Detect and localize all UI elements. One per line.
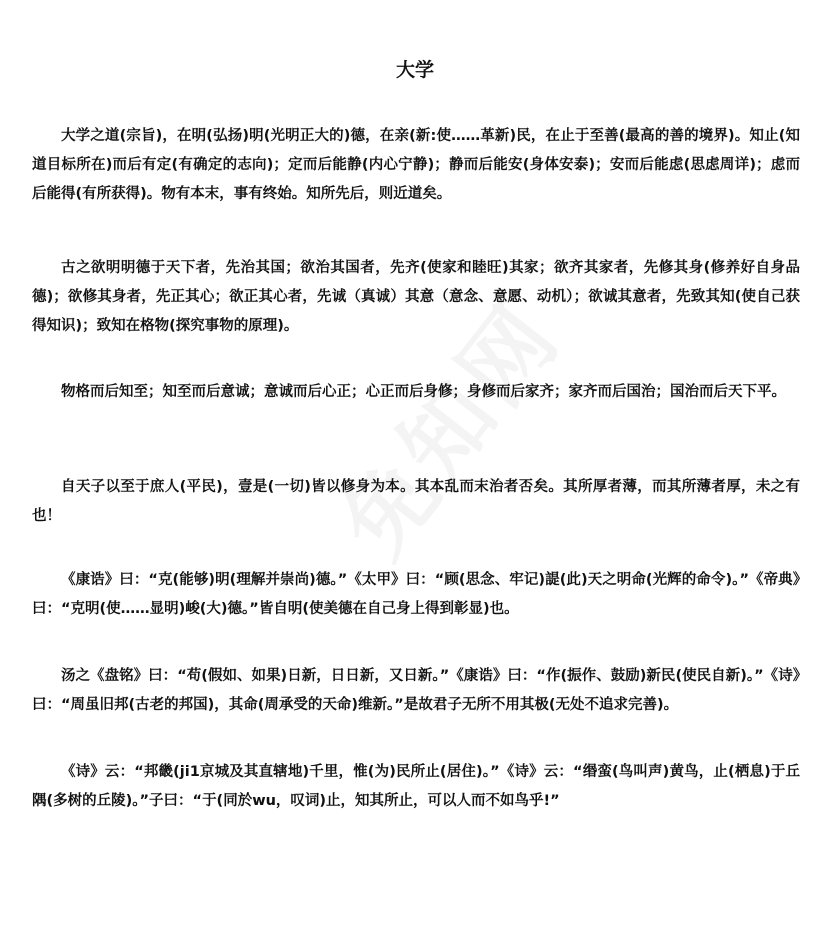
page-title: 大学 [395,59,434,81]
paragraph-5: 《康诰》曰：“克(能够)明(理解并崇尚)德。”《太甲》曰：“顾(思念、牢记)諟(此)天之明命(光辉的命令)。”《帝典》曰：“克明(使……显明)峻(大)德。”皆自明(使美德在自己身上得到彰显)也。 [32,572,800,617]
paragraph-2: 古之欲明明德于天下者，先治其国；欲治其国者，先齐(使家和睦旺)其家；欲齐其家者，先修其身(修养好自身品德)；欲修其身者，先正其心；欲正其心者，先诚（真诚）其意（意念、意愿、动机）；欲诚其意者，先致其知(使自己获得知识)；致知在格物(探究事物的原理)。 [32,260,800,334]
paragraph-4: 自天子以至于庶人(平民)，壹是(一切)皆以修身为本。其本乱而末治者否矣。其所厚者薄，而其所薄者厚，未之有也！ [32,479,800,524]
paragraph-1: 大学之道(宗旨)，在明(弘扬)明(光明正大的)德，在亲(新:使……革新)民，在止于至善(最高的善的境界)。知止(知道目标所在)而后有定(有确定的志向)；定而后能静(内心宁静)；静而后能安(身体安泰)；安而后能虑(思虑周详)；虑而后能得(有所获得)。物有本末，事有终始。知所先后，则近道矣。 [32,128,800,202]
paragraph-6: 汤之《盘铭》曰：“苟(假如、如果)日新，日日新，又日新。”《康诰》曰：“作(振作、鼓励)新民(使民自新)。”《诗》曰：“周虽旧邦(古老的邦国)，其命(周承受的天命)维新。”是故君子无所不用其极(无处不追求完善)。 [32,668,800,713]
paragraph-3: 物格而后知至；知至而后意诚；意诚而后心正；心正而后身修；身修而后家齐；家齐而后国治；国治而后天下平。 [61,384,786,400]
paragraph-7: 《诗》云：“邦畿(ji1京城及其直辖地)千里，惟(为)民所止(居住)。”《诗》云：“缗蛮(鸟叫声)黄鸟，止(栖息)于丘隅(多树的丘陵)。”子曰：“于(同於wu，叹词)止，知其所止，可以人而不如鸟乎!” [32,764,800,809]
